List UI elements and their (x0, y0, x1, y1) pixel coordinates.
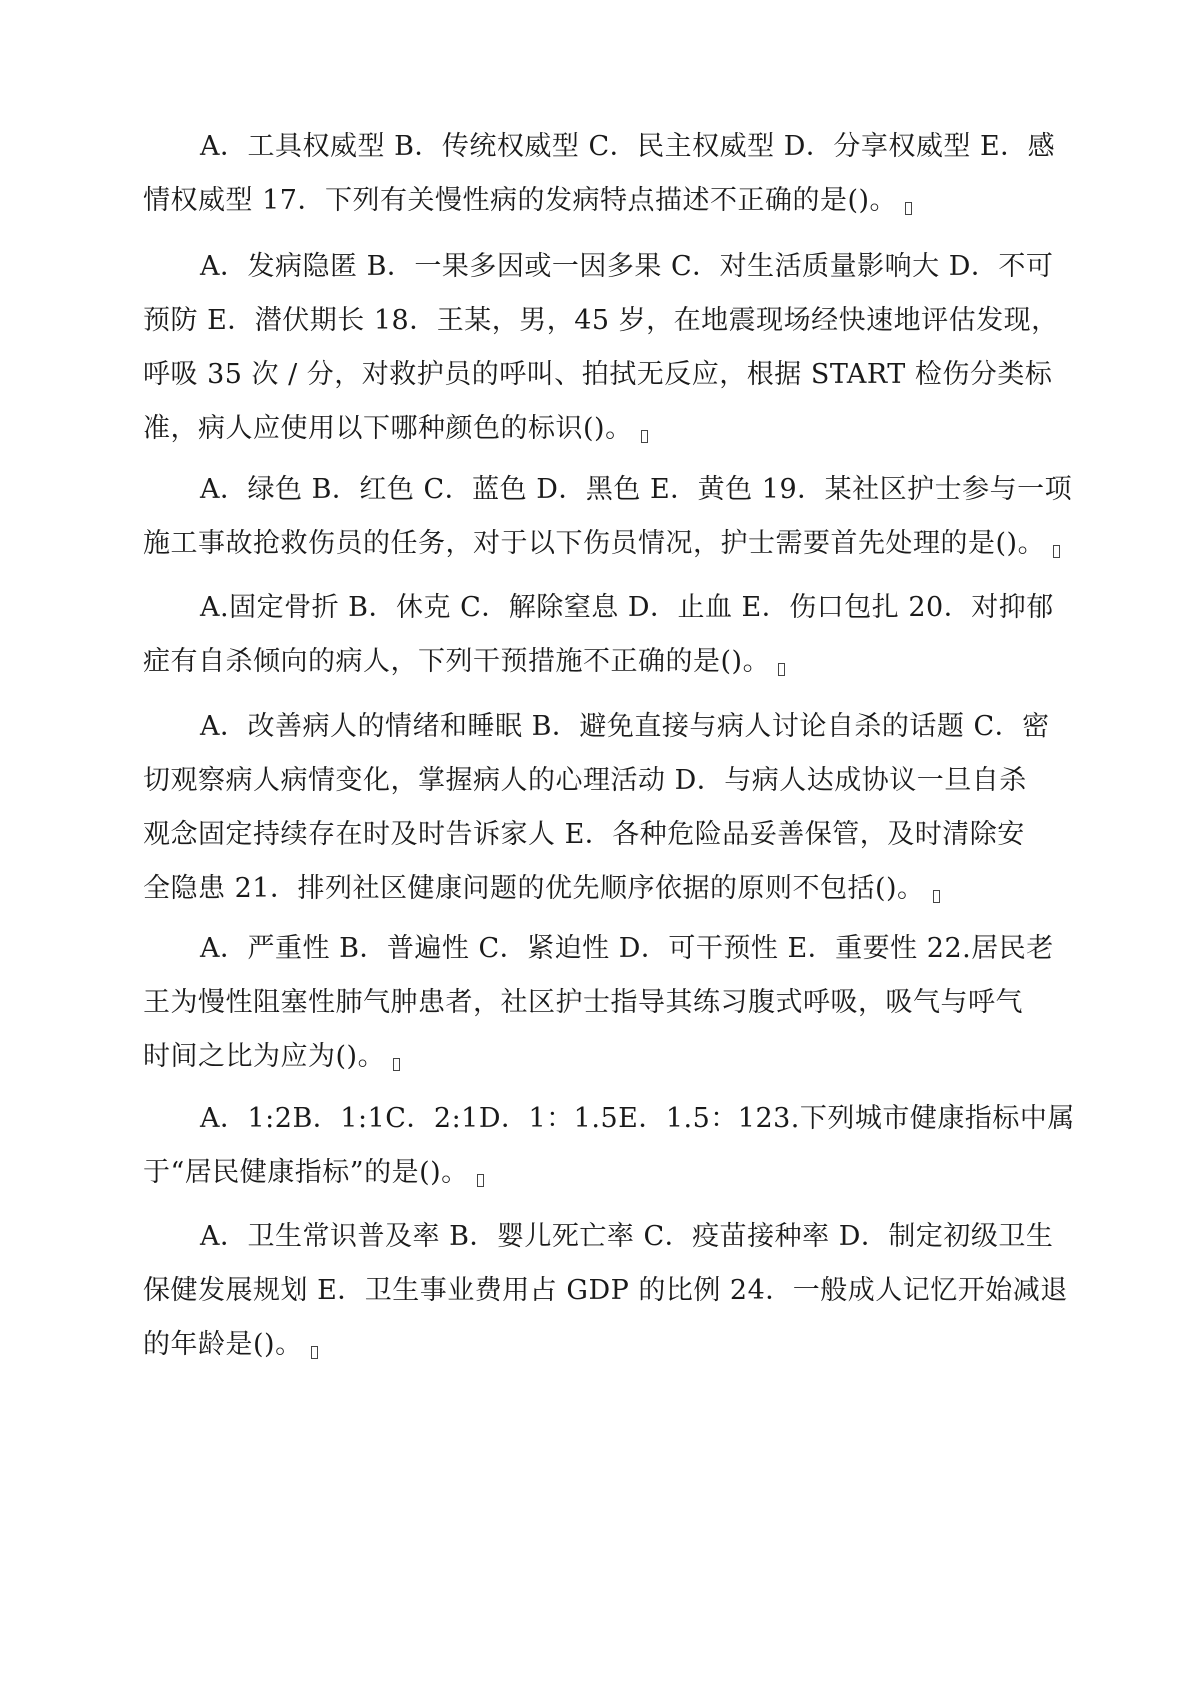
text-line: 呼吸 35 次 / 分，对救护员的呼叫、拍拭无反应，根据 START 检伤分类标 (143, 359, 1053, 390)
text-line-content: 情权威型 17．下列有关慢性病的发病特点描述不正确的是()。 (143, 185, 898, 216)
question-paragraph-4 (143, 581, 1073, 689)
text-line-content: 准，病人应使用以下哪种颜色的标识()。 (143, 413, 633, 444)
question-paragraph-1 (143, 120, 1073, 228)
text-line: A.固定骨折 B．休克 C．解除窒息 D．止血 E．伤口包扎 20．对抑郁 (200, 592, 1054, 623)
text-line: A．1:2B．1:1C．2:1D．1：1.5E．1.5：123.下列城市健康指标中属 (200, 1103, 1075, 1134)
question-paragraph-7 (143, 1092, 1073, 1200)
text-line-content: 施工事故抢救伤员的任务，对于以下伤员情况，护士需要首先处理的是()。 (143, 528, 1046, 559)
text-line: A．绿色 B．红色 C．蓝色 D．黑色 E．黄色 19．某社区护士参与一项 (200, 474, 1073, 505)
text-line-content: 全隐患 21．排列社区健康问题的优先顺序依据的原则不包括()。 (143, 873, 925, 904)
paragraph-end-mark (905, 202, 912, 215)
text-line: 预防 E．潜伏期长 18．王某，男，45 岁，在地震现场经快速地评估发现， (143, 305, 1059, 336)
text-line: A．发病隐匿 B．一果多因或一因多果 C．对生活质量影响大 D．不可 (200, 251, 1054, 282)
paragraph-end-mark (477, 1174, 484, 1187)
question-paragraph-6 (143, 922, 1073, 1084)
text-line-content: 于“居民健康指标”的是()。 (143, 1157, 469, 1188)
text-line: A．工具权威型 B．传统权威型 C．民主权威型 D．分享权威型 E．感 (200, 131, 1056, 162)
text-line (143, 1146, 1073, 1200)
text-line: A．改善病人的情绪和睡眠 B．避免直接与病人讨论自杀的话题 C．密 (200, 711, 1050, 742)
question-paragraph-3 (143, 463, 1073, 571)
paragraph-end-mark (641, 430, 648, 443)
text-line: A．严重性 B．普遍性 C．紧迫性 D．可干预性 E．重要性 22.居民老 (200, 933, 1054, 964)
text-line (143, 1318, 1073, 1372)
paragraph-end-mark (311, 1346, 318, 1359)
text-line-content: 时间之比为应为()。 (143, 1041, 386, 1072)
text-line: 保健发展规划 E．卫生事业费用占 GDP 的比例 24．一般成人记忆开始减退 (143, 1275, 1068, 1306)
text-line (143, 635, 1073, 689)
text-line: A．卫生常识普及率 B．婴儿死亡率 C．疫苗接种率 D．制定初级卫生 (200, 1221, 1054, 1252)
text-line (143, 1030, 1073, 1084)
question-paragraph-5 (143, 700, 1073, 916)
text-line-content: 症有自杀倾向的病人，下列干预措施不正确的是()。 (143, 646, 771, 677)
text-line: 观念固定持续存在时及时告诉家人 E．各种危险品妥善保管，及时清除安 (143, 819, 1025, 850)
text-line (143, 402, 1073, 456)
paragraph-end-mark (778, 663, 785, 676)
text-line (143, 862, 1073, 916)
paragraph-end-mark (393, 1058, 400, 1071)
text-line: 王为慢性阻塞性肺气肿患者，社区护士指导其练习腹式呼吸，吸气与呼气 (143, 987, 1023, 1018)
text-line: 切观察病人病情变化，掌握病人的心理活动 D．与病人达成协议一旦自杀 (143, 765, 1027, 796)
question-paragraph-8 (143, 1210, 1073, 1372)
text-line-content: 的年龄是()。 (143, 1329, 303, 1360)
question-paragraph-2 (143, 240, 1073, 456)
paragraph-end-mark (933, 890, 940, 903)
text-line (143, 174, 1073, 228)
text-line (143, 517, 1073, 571)
paragraph-end-mark (1053, 545, 1060, 558)
